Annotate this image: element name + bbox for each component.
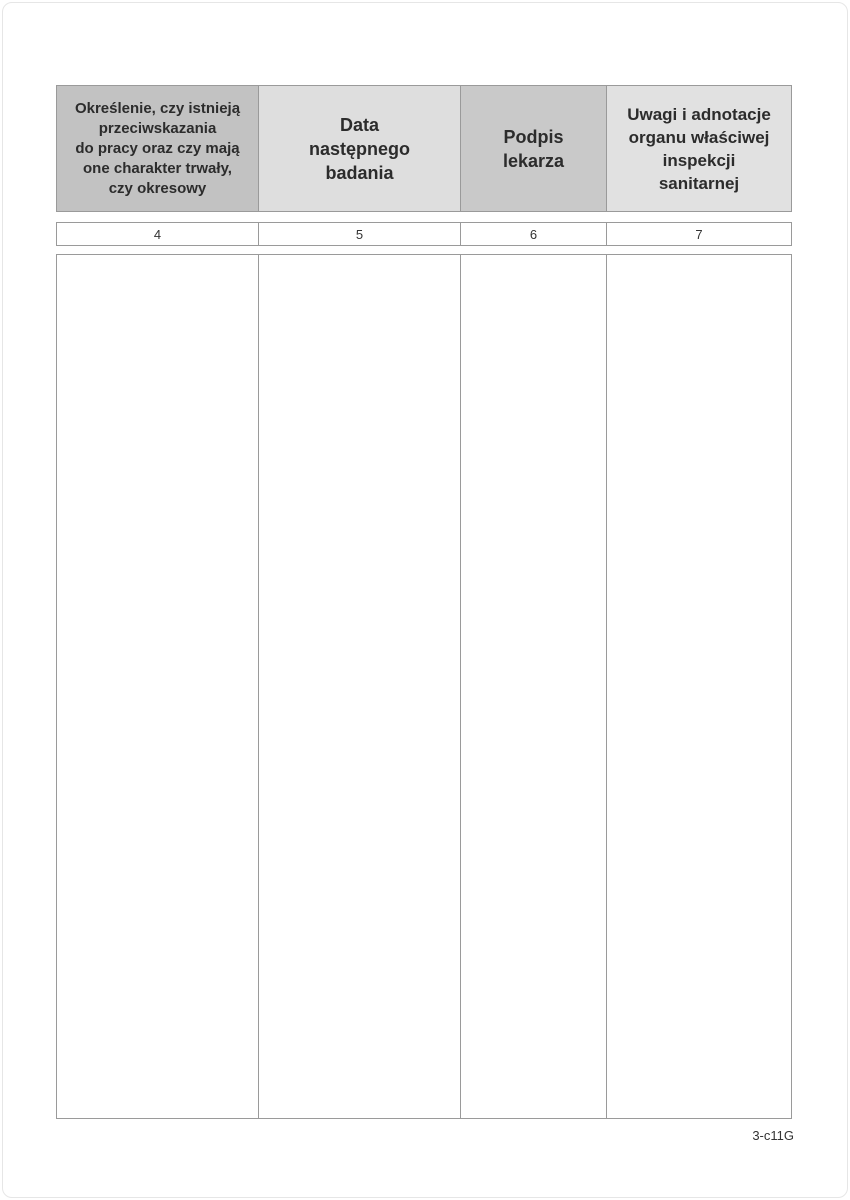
header-line: inspekcji (662, 150, 736, 170)
table-body (56, 254, 792, 1119)
table-header-row (56, 85, 792, 212)
header-line: sanitarnej (658, 173, 740, 193)
header-line: Podpis (503, 126, 564, 147)
form-code: 3-c11G (752, 1128, 794, 1143)
entry-cell-doctor-signature[interactable] (460, 255, 606, 1118)
header-line: do pracy oraz czy mają (75, 139, 240, 157)
header-line: badania (325, 162, 394, 183)
header-line: Uwagi i adnotacje (627, 104, 771, 124)
header-line: organu właściwej (628, 127, 770, 147)
header-line: czy okresowy (108, 179, 207, 197)
column-number: 5 (258, 223, 460, 245)
header-line: następnego (308, 138, 410, 159)
header-line: Określenie, czy istnieją (74, 99, 241, 117)
column-number-row (56, 222, 792, 246)
column-header-doctor-signature (460, 86, 606, 211)
entry-cell-contraindications[interactable] (56, 255, 258, 1118)
header-line: Data (339, 114, 379, 135)
column-header-contraindications (56, 86, 258, 211)
header-line: one charakter trwały, (83, 159, 232, 177)
column-header-next-exam-date (258, 86, 460, 211)
header-line: przeciwskazania (98, 119, 217, 137)
column-number: 7 (606, 223, 792, 245)
column-header-sanitary-remarks (606, 86, 792, 211)
column-number: 4 (56, 223, 258, 245)
entry-cell-next-exam-date[interactable] (258, 255, 460, 1118)
entry-cell-sanitary-remarks[interactable] (606, 255, 792, 1118)
header-line: lekarza (502, 150, 565, 171)
column-number: 6 (460, 223, 606, 245)
